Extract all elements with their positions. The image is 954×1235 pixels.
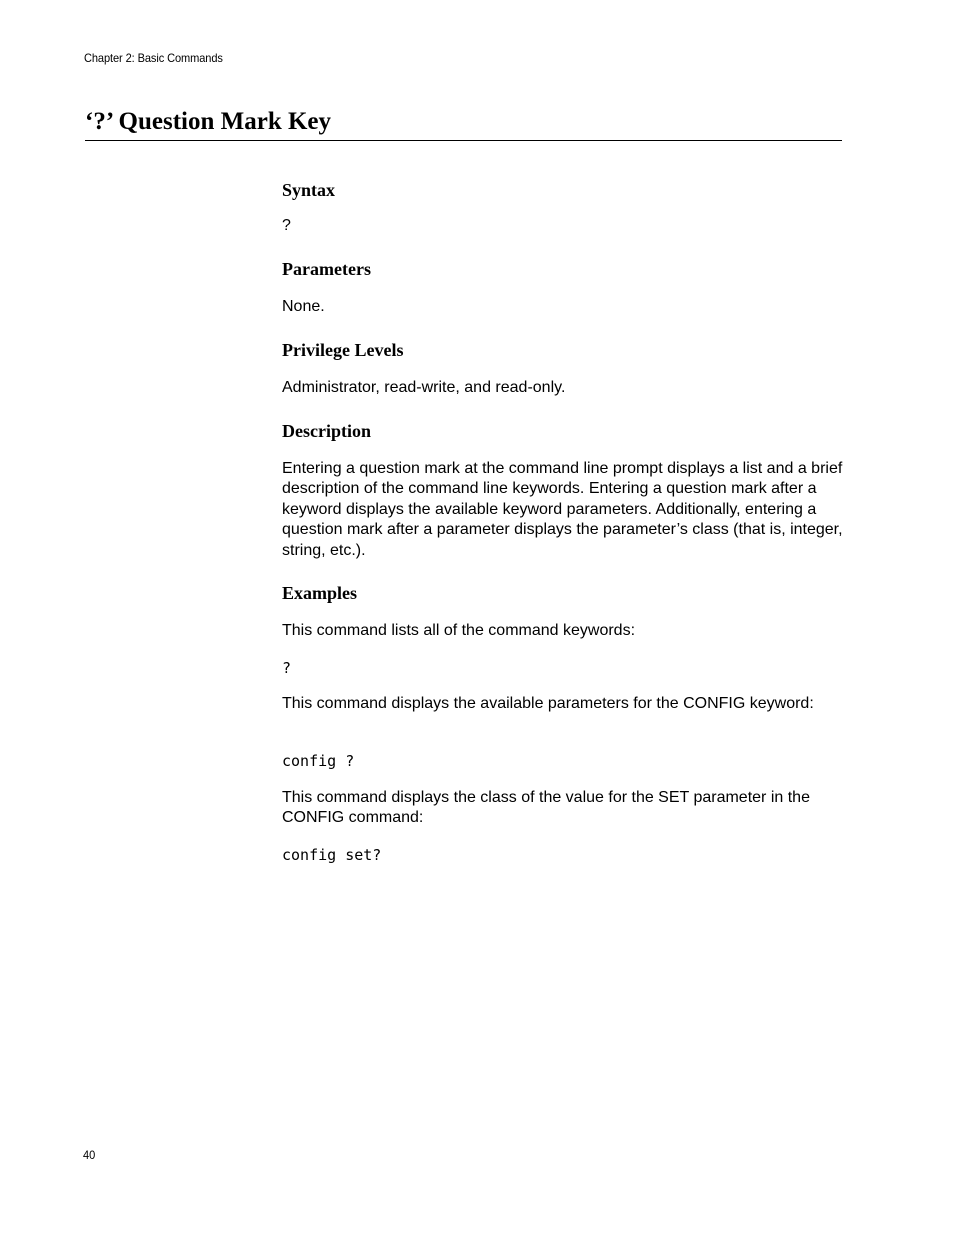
title-rule: [85, 140, 842, 141]
privilege-levels-heading: Privilege Levels: [282, 340, 404, 360]
example-2-text: This command displays the available parameters for the CONFIG keyword:: [282, 695, 814, 712]
example-3-text: This command displays the class of the value for the SET parameter in the CONFIG command:: [282, 789, 810, 827]
example-2-code: config ?: [282, 752, 355, 770]
example-1-text: This command lists all of the command keywords:: [282, 622, 636, 639]
page-number: 40: [83, 1148, 96, 1162]
running-head: Chapter 2: Basic Commands: [84, 51, 223, 65]
parameters-text: None.: [282, 298, 325, 315]
description-text: Entering a question mark at the command line prompt displays a list and a brief description of the command line keywords. Entering a question mark after a keyword displays the available keyword parameters. Additionally, entering a question mark after a parameter displays the parameter’s class (that is, integer, string, etc.).: [282, 460, 843, 559]
parameters-heading: Parameters: [282, 259, 371, 279]
description-heading: Description: [282, 421, 371, 441]
page-title: ‘?’ Question Mark Key: [85, 108, 332, 135]
syntax-text: ?: [282, 217, 291, 234]
examples-heading: Examples: [282, 583, 358, 603]
example-1-code: ?: [282, 659, 292, 677]
example-3-code: config set?: [282, 846, 382, 864]
syntax-heading: Syntax: [282, 180, 336, 200]
privilege-levels-text: Administrator, read-write, and read-only.: [282, 379, 566, 396]
